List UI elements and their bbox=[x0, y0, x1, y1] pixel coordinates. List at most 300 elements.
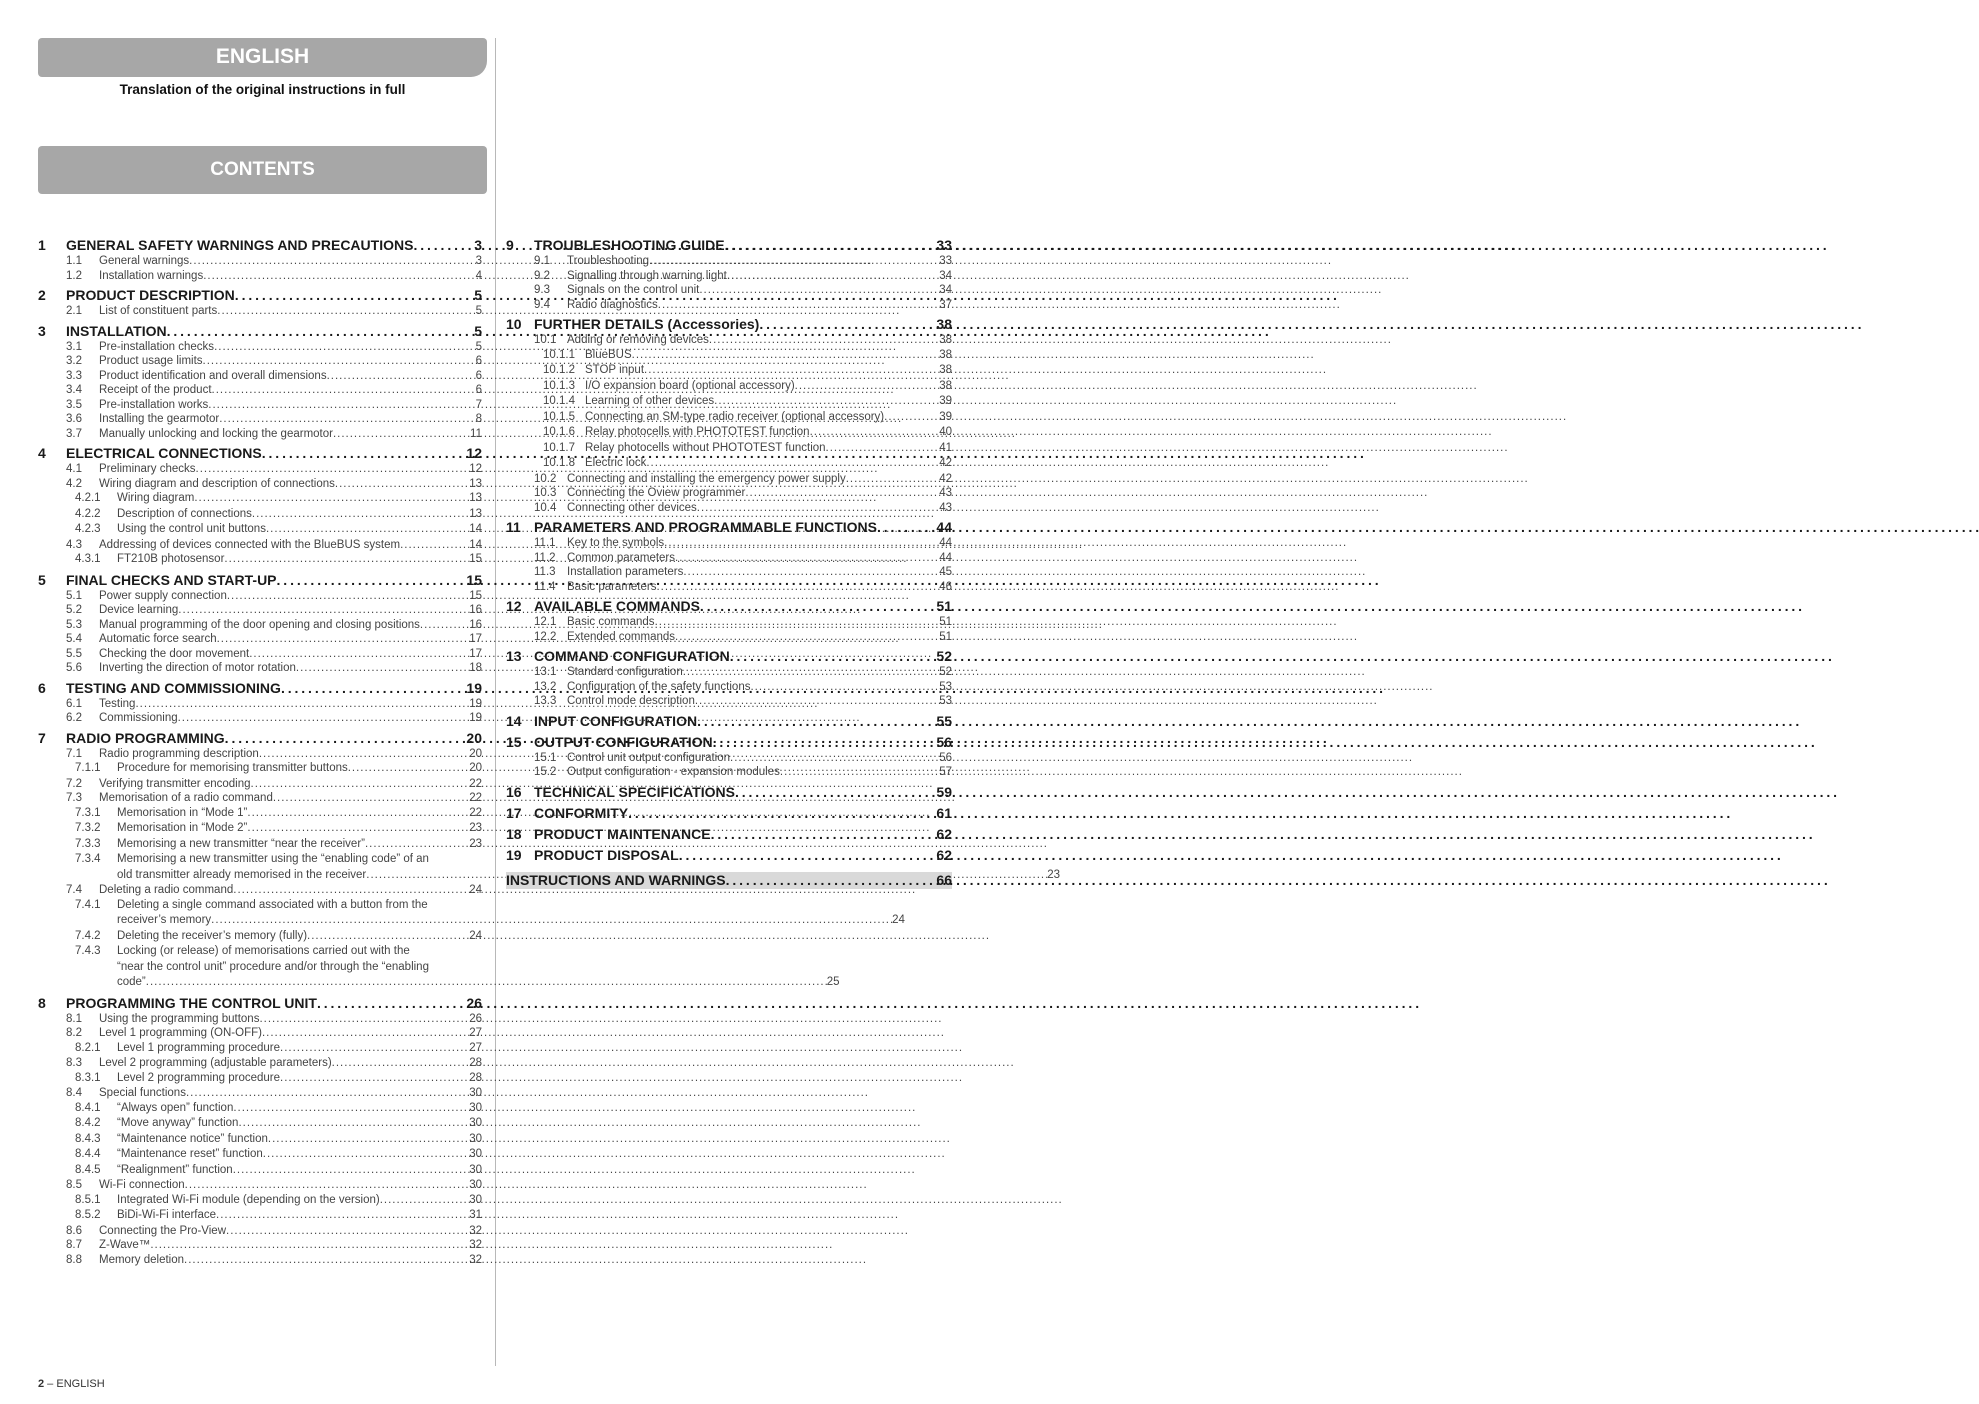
toc-title-block bbox=[117, 944, 839, 991]
toc-number: 7.3.3 bbox=[75, 837, 101, 850]
toc-page: 19 bbox=[469, 712, 482, 724]
toc-number: 9.1 bbox=[534, 255, 550, 267]
toc-entry[interactable] bbox=[506, 379, 952, 395]
toc-page: 27 bbox=[469, 1041, 482, 1054]
toc-entry[interactable] bbox=[506, 680, 952, 695]
toc-chapter[interactable] bbox=[38, 237, 482, 254]
toc-entry[interactable] bbox=[38, 462, 482, 477]
toc-entry[interactable] bbox=[38, 254, 482, 269]
toc-title: Product usage limits bbox=[99, 355, 203, 367]
toc-number: 8.4.4 bbox=[75, 1148, 101, 1160]
toc-number: 15.2 bbox=[534, 766, 557, 778]
toc-page: 17 bbox=[469, 633, 482, 645]
toc-title: Extended commands bbox=[567, 630, 676, 643]
toc-title: Using the control unit buttons bbox=[117, 523, 266, 535]
dot-leader bbox=[281, 680, 466, 697]
dot-leader bbox=[249, 647, 469, 662]
toc-page: 51 bbox=[939, 630, 952, 643]
toc-entry[interactable] bbox=[38, 507, 482, 523]
toc-entry[interactable] bbox=[38, 369, 482, 384]
dot-leader bbox=[252, 507, 469, 523]
toc-entry[interactable] bbox=[38, 821, 482, 837]
toc-number: 1.1 bbox=[66, 255, 82, 267]
toc-title: ELECTRICAL CONNECTIONS bbox=[66, 445, 262, 461]
toc-entry[interactable] bbox=[38, 1071, 482, 1087]
toc-entry[interactable] bbox=[38, 269, 482, 284]
toc-number: 9.2 bbox=[534, 269, 550, 282]
toc-entry[interactable] bbox=[38, 632, 482, 647]
toc-title: Power supply connection bbox=[99, 589, 227, 602]
toc-title: Z-Wave™ bbox=[99, 1239, 151, 1251]
toc-title: Receipt of the product bbox=[99, 384, 212, 396]
toc-number: 11 bbox=[506, 519, 521, 535]
toc-title: TROUBLESHOOTING GUIDE bbox=[534, 237, 725, 253]
toc-number: 13.1 bbox=[534, 666, 557, 678]
toc-number: 9.3 bbox=[534, 284, 550, 296]
dot-leader bbox=[380, 1193, 469, 1209]
toc-entry[interactable] bbox=[506, 348, 952, 364]
toc-title: Memorisation in “Mode 1” bbox=[117, 806, 248, 819]
toc-title: FURTHER DETAILS (Accessories) bbox=[534, 316, 760, 332]
toc-chapter[interactable] bbox=[506, 826, 952, 843]
toc-title: Learning of other devices bbox=[585, 395, 715, 407]
toc-entry[interactable] bbox=[506, 441, 952, 457]
toc-title: Level 1 programming procedure bbox=[117, 1041, 281, 1054]
toc-chapter[interactable] bbox=[506, 316, 952, 333]
toc-entry[interactable] bbox=[38, 661, 482, 676]
toc-chapter[interactable] bbox=[38, 995, 482, 1012]
dot-leader bbox=[726, 872, 937, 889]
toc-number: 10.1.3 bbox=[543, 379, 575, 392]
toc-page: 23 bbox=[1047, 868, 1060, 881]
dot-leader bbox=[826, 441, 940, 457]
toc-entry[interactable] bbox=[38, 1132, 482, 1148]
dot-leader bbox=[335, 477, 469, 492]
toc-entry[interactable] bbox=[38, 944, 840, 991]
toc-title-line: Locking (or release) of memorisations carried out with the bbox=[117, 945, 410, 957]
dot-leader bbox=[745, 486, 939, 501]
toc-title: Troubleshooting bbox=[567, 255, 650, 267]
toc-title: “Realignment” function bbox=[117, 1163, 233, 1176]
toc-entry[interactable] bbox=[38, 883, 482, 898]
dot-leader bbox=[730, 751, 939, 766]
toc-title: Radio programming description bbox=[99, 747, 259, 760]
toc-number: 8.2 bbox=[66, 1027, 82, 1039]
dot-leader bbox=[307, 929, 469, 945]
toc-title: Pre-installation checks bbox=[99, 340, 215, 353]
toc-title-lastline bbox=[117, 975, 839, 991]
toc-page: 12 bbox=[469, 463, 482, 475]
dot-leader bbox=[780, 765, 939, 780]
dot-leader bbox=[656, 580, 939, 595]
toc-entry[interactable] bbox=[38, 1178, 482, 1193]
toc-page: 5 bbox=[475, 340, 482, 353]
toc-entry[interactable] bbox=[506, 565, 952, 580]
toc-number: 4.3.1 bbox=[75, 553, 101, 565]
toc-page: 33 bbox=[939, 255, 952, 267]
toc-entry[interactable] bbox=[506, 425, 952, 441]
toc-entry[interactable] bbox=[38, 618, 482, 633]
toc-entry[interactable] bbox=[38, 647, 482, 662]
toc-number: 8.7 bbox=[66, 1239, 82, 1251]
dot-leader bbox=[655, 615, 940, 630]
toc-number: 6.2 bbox=[66, 712, 82, 724]
footer-separator: – bbox=[44, 1378, 57, 1390]
toc-chapter[interactable] bbox=[38, 445, 482, 462]
toc-title: Electric lock bbox=[585, 457, 647, 469]
dot-leader bbox=[194, 491, 469, 507]
toc-page: 30 bbox=[469, 1163, 482, 1176]
dot-leader bbox=[317, 995, 466, 1012]
toc-number: 7.1.1 bbox=[75, 762, 101, 774]
toc-page: 19 bbox=[466, 679, 482, 696]
toc-page: 38 bbox=[939, 364, 952, 376]
toc-number: 10.1.6 bbox=[543, 426, 575, 438]
toc-entry[interactable] bbox=[38, 1193, 482, 1209]
toc-entry[interactable] bbox=[506, 751, 952, 766]
toc-title: Installation parameters bbox=[567, 566, 684, 578]
toc-entry[interactable] bbox=[506, 472, 952, 487]
toc-entry[interactable] bbox=[506, 580, 952, 595]
toc-number: 1 bbox=[38, 237, 46, 253]
toc-title: Common parameters bbox=[567, 551, 676, 564]
toc-title: Wiring diagram bbox=[117, 492, 195, 504]
toc-title: TECHNICAL SPECIFICATIONS bbox=[534, 783, 735, 800]
toc-number: 4.3 bbox=[66, 538, 82, 551]
toc-title: Control mode description bbox=[567, 695, 695, 707]
dot-leader bbox=[675, 630, 939, 645]
toc-number: 10.1.4 bbox=[543, 395, 575, 407]
toc-number: 12 bbox=[506, 598, 522, 614]
toc-number: 5.4 bbox=[66, 633, 82, 645]
toc-title: Integrated Wi-Fi module (depending on the version) bbox=[117, 1193, 380, 1206]
toc-title: Memorisation of a radio command bbox=[99, 792, 273, 804]
toc-title: BiDi-Wi-Fi interface bbox=[117, 1209, 217, 1221]
toc-entry[interactable] bbox=[38, 477, 482, 492]
dot-leader bbox=[186, 1086, 469, 1101]
toc-title: Manual programming of the door opening and closing positions bbox=[99, 618, 420, 631]
toc-number: 12.2 bbox=[534, 630, 557, 643]
toc-title: INSTALLATION bbox=[66, 322, 167, 339]
toc-page: 6 bbox=[475, 384, 482, 396]
toc-chapter[interactable] bbox=[506, 648, 952, 665]
toc-page: 20 bbox=[469, 747, 482, 760]
toc-entry[interactable] bbox=[38, 354, 482, 369]
toc-page: 11 bbox=[470, 427, 482, 440]
toc-number: 7.1 bbox=[66, 747, 82, 760]
dot-leader bbox=[280, 1041, 469, 1057]
toc-number: 9 bbox=[506, 237, 514, 253]
toc-number: 8.5 bbox=[66, 1179, 82, 1191]
dot-leader bbox=[420, 618, 469, 633]
toc-page: 22 bbox=[469, 777, 482, 790]
toc-entry[interactable] bbox=[38, 777, 482, 792]
toc-number: 10.1.1 bbox=[543, 348, 575, 361]
page-number: 2 bbox=[38, 1378, 45, 1390]
toc-page: 6 bbox=[475, 369, 482, 382]
toc-page: 53 bbox=[939, 680, 952, 693]
toc-chapter[interactable] bbox=[38, 730, 482, 747]
toc-entry[interactable] bbox=[38, 304, 482, 319]
dot-leader bbox=[628, 805, 936, 822]
toc-entry[interactable] bbox=[38, 697, 482, 712]
toc-column-right bbox=[506, 233, 952, 889]
dot-leader bbox=[644, 363, 939, 379]
dot-leader bbox=[413, 237, 474, 254]
toc-entry[interactable] bbox=[506, 536, 952, 551]
toc-entry[interactable] bbox=[38, 1026, 482, 1041]
toc-title: Standard configuration bbox=[567, 666, 683, 678]
toc-chapter[interactable] bbox=[506, 784, 952, 801]
toc-title: Level 2 programming procedure bbox=[117, 1071, 281, 1084]
toc-entry[interactable] bbox=[38, 1147, 482, 1163]
dot-leader bbox=[217, 304, 475, 319]
toc-title: OUTPUT CONFIGURATION bbox=[534, 733, 713, 750]
dot-leader bbox=[233, 883, 469, 898]
dot-leader bbox=[214, 340, 476, 355]
toc-number: 8.3 bbox=[66, 1057, 82, 1069]
toc-number: 7.3.2 bbox=[75, 822, 101, 834]
toc-entry[interactable] bbox=[38, 1253, 482, 1268]
toc-chapter[interactable] bbox=[506, 734, 952, 751]
toc-entry[interactable] bbox=[38, 491, 482, 507]
toc-title: Preliminary checks bbox=[99, 463, 196, 475]
toc-title-line: receiver’s memory bbox=[117, 914, 212, 926]
toc-title-line: old transmitter already memorised in the receiver bbox=[117, 868, 367, 881]
dot-leader bbox=[877, 519, 936, 536]
toc-number: 5.2 bbox=[66, 604, 82, 616]
toc-entry[interactable] bbox=[38, 1208, 482, 1224]
toc-title: Control unit output configuration bbox=[567, 751, 731, 764]
toc-entry[interactable] bbox=[38, 761, 482, 777]
toc-chapter[interactable] bbox=[38, 287, 482, 304]
dot-leader bbox=[146, 975, 827, 991]
toc-number: 10.1.8 bbox=[543, 457, 575, 469]
toc-number: 8.4.2 bbox=[75, 1117, 101, 1129]
toc-page: 20 bbox=[469, 762, 482, 774]
toc-entry[interactable] bbox=[38, 1086, 482, 1101]
toc-entry[interactable] bbox=[38, 522, 482, 538]
toc-page: 17 bbox=[469, 647, 482, 660]
toc-page: 25 bbox=[826, 976, 840, 988]
toc-number: 8.4.1 bbox=[75, 1101, 101, 1114]
toc-chapter[interactable] bbox=[38, 572, 482, 589]
toc-title: Level 1 programming (ON-OFF) bbox=[99, 1027, 262, 1039]
toc-page: 30 bbox=[469, 1193, 482, 1206]
toc-entry[interactable] bbox=[506, 551, 952, 566]
toc-number: 8.3.1 bbox=[75, 1071, 101, 1084]
toc-title: Deleting the receiver’s memory (fully) bbox=[117, 929, 308, 942]
dot-leader bbox=[203, 354, 476, 369]
dot-leader bbox=[259, 747, 469, 762]
toc-entry[interactable] bbox=[506, 615, 952, 630]
toc-number: 8.2.1 bbox=[75, 1041, 101, 1054]
toc-entry[interactable] bbox=[506, 298, 952, 313]
toc-number: 10.4 bbox=[534, 501, 557, 514]
dot-leader bbox=[233, 1101, 469, 1117]
dot-leader bbox=[226, 1224, 469, 1239]
toc-entry[interactable] bbox=[506, 694, 952, 709]
toc-title: Wiring diagram and description of connections bbox=[99, 477, 335, 490]
toc-entry[interactable] bbox=[38, 806, 482, 822]
toc-entry[interactable] bbox=[506, 254, 952, 269]
toc-entry[interactable] bbox=[38, 1041, 482, 1057]
dot-leader bbox=[189, 254, 475, 269]
dot-leader bbox=[211, 913, 892, 929]
toc-entry[interactable] bbox=[506, 486, 952, 501]
toc-entry[interactable] bbox=[506, 333, 952, 348]
dot-leader bbox=[348, 761, 469, 777]
toc-page: 62 bbox=[936, 846, 952, 863]
toc-page: 34 bbox=[939, 269, 952, 282]
toc-entry[interactable] bbox=[38, 1224, 482, 1239]
toc-entry[interactable] bbox=[38, 898, 905, 929]
toc-page: 51 bbox=[936, 598, 952, 614]
toc-title: PRODUCT DISPOSAL bbox=[534, 846, 679, 863]
dot-leader bbox=[679, 847, 937, 864]
toc-entry[interactable] bbox=[38, 552, 482, 568]
dot-leader bbox=[227, 589, 469, 604]
toc-title: Automatic force search bbox=[99, 633, 217, 645]
toc-page: 14 bbox=[469, 523, 482, 535]
dot-leader bbox=[675, 551, 939, 566]
dot-leader bbox=[884, 410, 939, 426]
toc-title: Key to the symbols bbox=[567, 537, 665, 549]
toc-entry[interactable] bbox=[38, 747, 482, 762]
toc-page: 55 bbox=[936, 712, 952, 729]
dot-leader bbox=[327, 369, 476, 384]
toc-chapter[interactable] bbox=[506, 805, 952, 822]
toc-chapter[interactable] bbox=[506, 598, 952, 615]
toc-entry[interactable] bbox=[38, 589, 482, 604]
toc-number: 7 bbox=[38, 729, 46, 746]
toc-chapter[interactable] bbox=[38, 323, 482, 340]
toc-chapter[interactable] bbox=[38, 680, 482, 697]
dot-leader bbox=[212, 383, 476, 398]
dot-leader bbox=[727, 269, 939, 284]
toc-entry[interactable] bbox=[506, 269, 952, 284]
toc-entry[interactable] bbox=[506, 410, 952, 426]
toc-number: 4.2.3 bbox=[75, 523, 101, 535]
toc-entry[interactable] bbox=[38, 427, 482, 442]
toc-page: 66 bbox=[936, 871, 952, 888]
toc-title: Commissioning bbox=[99, 712, 178, 724]
toc-entry[interactable] bbox=[38, 1163, 482, 1179]
toc-entry[interactable] bbox=[506, 630, 952, 645]
toc-number: 11.1 bbox=[534, 537, 556, 549]
dot-leader bbox=[266, 522, 469, 538]
toc-page: 57 bbox=[939, 766, 952, 778]
toc-chapter[interactable] bbox=[506, 237, 952, 254]
toc-number: 8.5.2 bbox=[75, 1209, 101, 1221]
toc-page: 43 bbox=[939, 501, 952, 514]
document-subtitle: Translation of the original instructions in full bbox=[119, 82, 406, 97]
toc-entry[interactable] bbox=[38, 412, 482, 427]
dot-leader bbox=[365, 837, 469, 853]
toc-page: 26 bbox=[469, 1012, 482, 1025]
toc-page: 24 bbox=[892, 914, 905, 926]
toc-entry[interactable] bbox=[506, 456, 952, 472]
toc-number: 10.3 bbox=[534, 487, 557, 499]
toc-title: “Always open” function bbox=[117, 1101, 234, 1114]
toc-entry[interactable] bbox=[38, 1101, 482, 1117]
toc-page: 5 bbox=[474, 287, 482, 303]
toc-entry[interactable] bbox=[38, 1116, 482, 1132]
toc-title: Checking the door movement bbox=[99, 647, 250, 660]
toc-entry[interactable] bbox=[38, 603, 482, 618]
toc-page: 26 bbox=[466, 994, 482, 1011]
toc-entry[interactable] bbox=[38, 538, 482, 553]
toc-page: 32 bbox=[469, 1253, 482, 1266]
dot-leader bbox=[225, 730, 467, 747]
toc-chapter[interactable] bbox=[506, 713, 952, 730]
toc-entry[interactable] bbox=[38, 383, 482, 398]
toc-page: 38 bbox=[939, 379, 952, 392]
toc-title: Signalling through warning light bbox=[567, 269, 727, 282]
toc-page: 30 bbox=[469, 1087, 482, 1099]
toc-entry[interactable] bbox=[506, 665, 952, 680]
toc-entry[interactable] bbox=[38, 837, 482, 853]
toc-title-block bbox=[117, 898, 905, 929]
toc-entry[interactable] bbox=[506, 501, 952, 516]
toc-page: 30 bbox=[469, 1101, 482, 1114]
toc-title: Wi-Fi connection bbox=[99, 1179, 185, 1191]
toc-chapter[interactable] bbox=[506, 519, 952, 536]
toc-chapter[interactable] bbox=[506, 872, 952, 889]
toc-entry[interactable] bbox=[506, 765, 952, 780]
toc-page: 13 bbox=[469, 492, 482, 504]
toc-entry[interactable] bbox=[38, 929, 482, 945]
toc-title: Configuration of the safety functions bbox=[567, 680, 751, 693]
dot-leader bbox=[263, 1147, 469, 1163]
dot-leader bbox=[697, 501, 939, 516]
dot-leader bbox=[735, 784, 936, 801]
toc-number: 7.3.1 bbox=[75, 806, 101, 819]
toc-page: 46 bbox=[939, 580, 952, 593]
toc-number: 12.1 bbox=[534, 616, 557, 628]
toc-entry[interactable] bbox=[38, 791, 482, 806]
toc-number: 7.2 bbox=[66, 777, 82, 790]
toc-title: INSTRUCTIONS AND WARNINGS bbox=[506, 871, 726, 888]
toc-number: 7.4 bbox=[66, 884, 82, 896]
toc-entry[interactable] bbox=[506, 363, 952, 379]
toc-number: 6.1 bbox=[66, 697, 82, 710]
dot-leader bbox=[219, 412, 475, 427]
toc-title: Using the programming buttons bbox=[99, 1012, 260, 1025]
toc-chapter[interactable] bbox=[506, 847, 952, 864]
toc-entry[interactable] bbox=[38, 1238, 482, 1253]
toc-number: 7.4.3 bbox=[75, 945, 101, 957]
toc-entry[interactable] bbox=[506, 394, 952, 410]
toc-entry[interactable] bbox=[38, 1012, 482, 1027]
toc-page: 42 bbox=[939, 472, 952, 485]
toc-entry[interactable] bbox=[38, 340, 482, 355]
toc-page: 52 bbox=[939, 666, 952, 678]
toc-page: 24 bbox=[469, 884, 482, 896]
toc-number: 14 bbox=[506, 712, 522, 729]
toc-entry[interactable] bbox=[38, 711, 482, 726]
dot-leader bbox=[235, 287, 474, 304]
toc-title: Signals on the control unit bbox=[567, 284, 700, 296]
toc-number: 15 bbox=[506, 733, 522, 750]
toc-entry[interactable] bbox=[506, 283, 952, 298]
toc-entry[interactable] bbox=[38, 1056, 482, 1071]
toc-entry[interactable] bbox=[38, 398, 482, 413]
toc-number: 5.5 bbox=[66, 647, 82, 660]
toc-page: 15 bbox=[469, 553, 482, 565]
dot-leader bbox=[247, 821, 469, 837]
toc-number: 8.4 bbox=[66, 1087, 82, 1099]
